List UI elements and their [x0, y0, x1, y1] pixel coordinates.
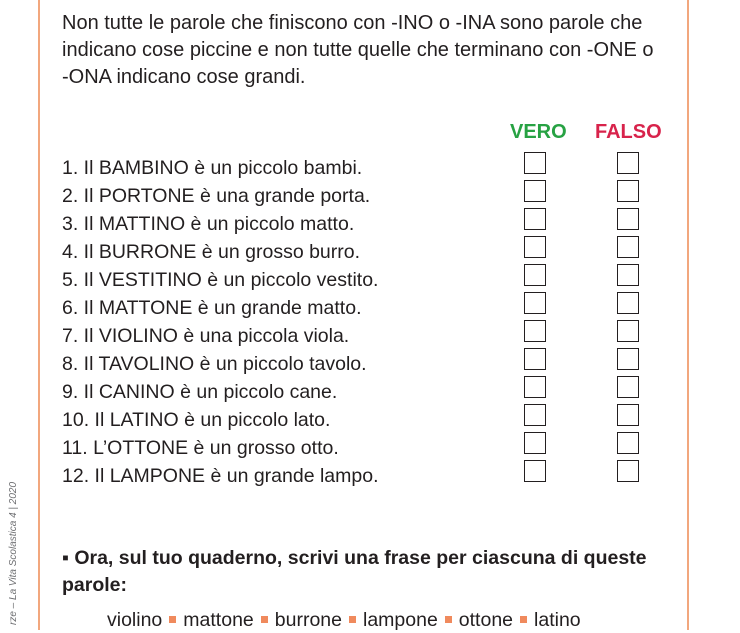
separator-square-icon	[169, 616, 176, 623]
word-1: violino	[107, 609, 163, 631]
falso-checkbox-4[interactable]	[617, 236, 639, 258]
statement-12: 12. Il LAMPONE è un grande lampo.	[62, 465, 379, 487]
vero-checkbox-5[interactable]	[524, 264, 546, 286]
separator-square-icon	[349, 616, 356, 623]
word-5: ottone	[458, 609, 514, 631]
falso-checkbox-7[interactable]	[617, 320, 639, 342]
separator-square-icon	[520, 616, 527, 623]
falso-checkbox-9[interactable]	[617, 376, 639, 398]
word-4: lampone	[362, 609, 438, 631]
falso-checkbox-12[interactable]	[617, 460, 639, 482]
vero-checkbox-12[interactable]	[524, 460, 546, 482]
vero-checkbox-6[interactable]	[524, 292, 546, 314]
statement-8: 8. Il TAVOLINO è un piccolo tavolo.	[62, 353, 367, 375]
vero-checkbox-7[interactable]	[524, 320, 546, 342]
statement-list	[62, 154, 379, 490]
separator-square-icon	[445, 616, 452, 623]
page-frame-left	[38, 0, 40, 630]
falso-checkbox-6[interactable]	[617, 292, 639, 314]
page-frame-right	[687, 0, 689, 630]
vero-checkbox-10[interactable]	[524, 404, 546, 426]
statement-4: 4. Il BURRONE è un grosso burro.	[62, 241, 361, 263]
falso-checkbox-10[interactable]	[617, 404, 639, 426]
intro-text: Non tutte le parole che finiscono con -INO o -INA sono parole che indicano cose piccine e non tutte quelle che terminano con -ONE o -ONA indicano cose grandi.	[62, 12, 654, 88]
vero-checkbox-2[interactable]	[524, 180, 546, 202]
statement-5: 5. Il VESTITINO è un piccolo vestito.	[62, 269, 379, 291]
falso-checkbox-8[interactable]	[617, 348, 639, 370]
vero-checkbox-9[interactable]	[524, 376, 546, 398]
falso-checkbox-3[interactable]	[617, 208, 639, 230]
separator-square-icon	[261, 616, 268, 623]
statement-9: 9. Il CANINO è un piccolo cane.	[62, 381, 338, 403]
statement-6: 6. Il MATTONE è un grande matto.	[62, 297, 362, 319]
vero-checkbox-8[interactable]	[524, 348, 546, 370]
side-credit: rze – La Vita Scolastica 4 | 2020	[8, 481, 19, 625]
statement-1: 1. Il BAMBINO è un piccolo bambi.	[62, 157, 363, 179]
vero-checkbox-1[interactable]	[524, 152, 546, 174]
falso-header: FALSO	[595, 121, 662, 143]
falso-checkbox-11[interactable]	[617, 432, 639, 454]
statement-7: 7. Il VIOLINO è una piccola viola.	[62, 325, 350, 347]
vero-header: VERO	[510, 121, 567, 143]
falso-checkbox-5[interactable]	[617, 264, 639, 286]
word-3: burrone	[274, 609, 342, 631]
vero-checkbox-4[interactable]	[524, 236, 546, 258]
statement-11: 11. L’OTTONE è un grosso otto.	[62, 437, 339, 459]
vero-checkbox-11[interactable]	[524, 432, 546, 454]
vero-checkbox-3[interactable]	[524, 208, 546, 230]
word-list	[107, 607, 581, 633]
task-instruction: ▪ Ora, sul tuo quaderno, scrivi una frase per ciascuna di queste parole:	[62, 547, 647, 596]
falso-checkbox-1[interactable]	[617, 152, 639, 174]
statement-10: 10. Il LATINO è un piccolo lato.	[62, 409, 331, 431]
statement-2: 2. Il PORTONE è una grande porta.	[62, 185, 371, 207]
statement-3: 3. Il MATTINO è un piccolo matto.	[62, 213, 355, 235]
word-2: mattone	[183, 609, 254, 631]
falso-checkbox-2[interactable]	[617, 180, 639, 202]
word-6: latino	[534, 609, 581, 631]
